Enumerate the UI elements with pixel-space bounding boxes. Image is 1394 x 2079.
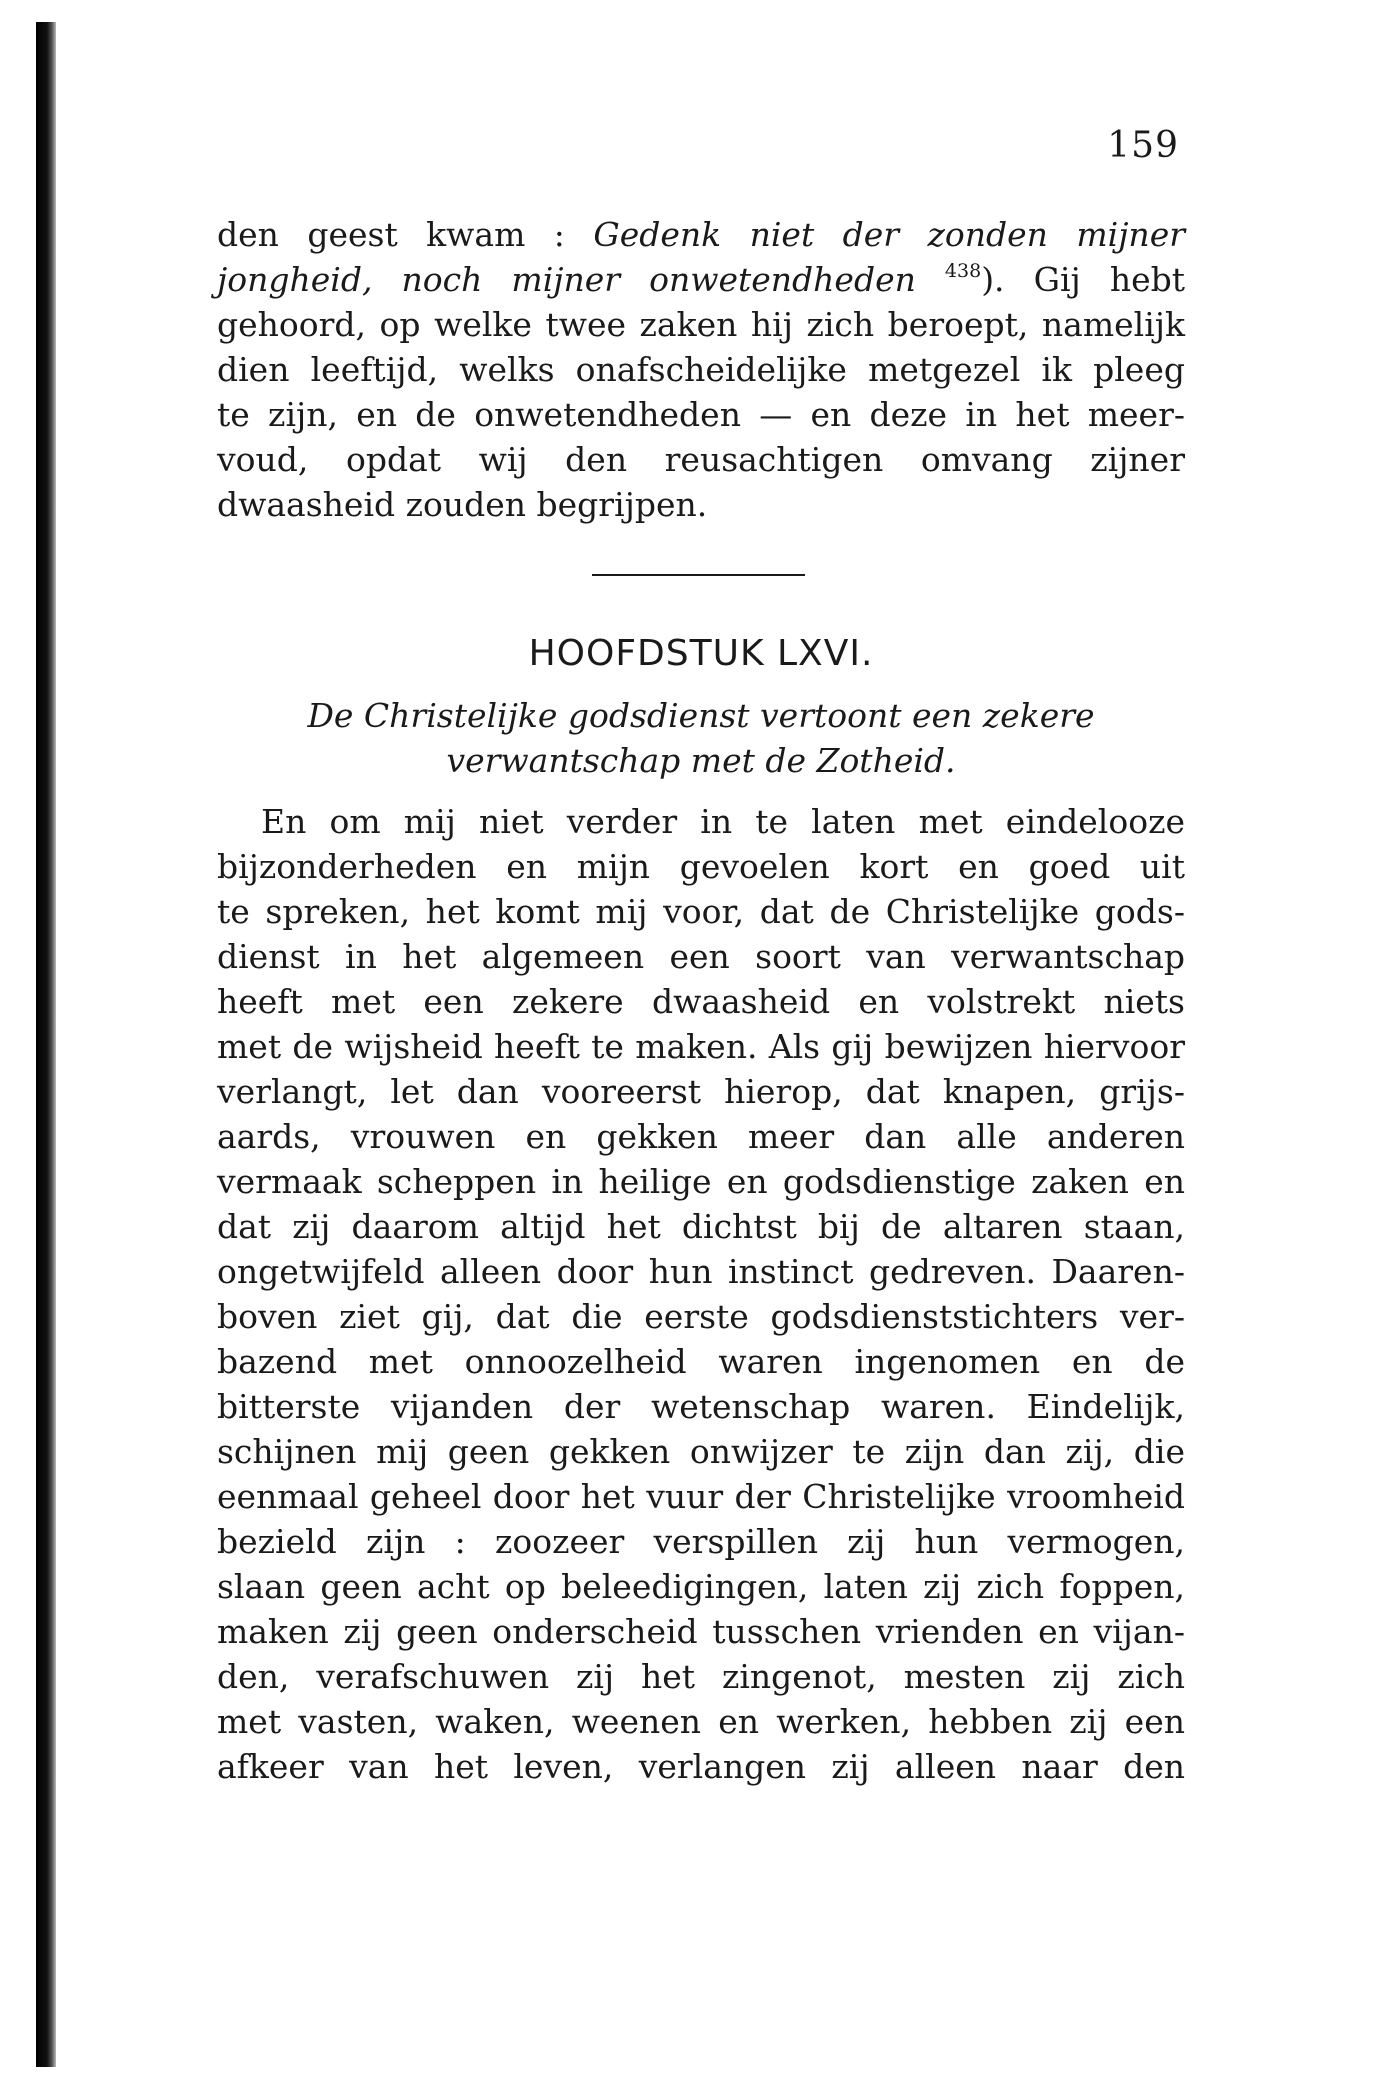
paragraph-line: En om mij niet verder in te laten met eindelooze bbox=[261, 802, 1185, 841]
paragraph-line: schijnen mij geen gekken onwijzer te zijn dan zij, die bbox=[217, 1432, 1185, 1471]
chapter-subtitle-line: verwantschap met de Zotheid. bbox=[446, 741, 956, 780]
paragraph-line: verlangt, let dan vooreerst hierop, dat knapen, grijs- bbox=[217, 1072, 1185, 1111]
paragraph-line: dwaasheid zouden begrijpen. bbox=[217, 485, 708, 524]
paragraph-line: aards, vrouwen en gekken meer dan alle anderen bbox=[217, 1117, 1185, 1156]
paragraph-line: bitterste vijanden der wetenschap waren. Eindelijk, bbox=[217, 1387, 1185, 1426]
chapter-subtitle-line: De Christelijke godsdienst vertoont een zekere bbox=[307, 696, 1095, 735]
text-run: den geest kwam : bbox=[217, 215, 594, 254]
page-number: 159 bbox=[1107, 125, 1179, 166]
footnote-reference[interactable]: 438 bbox=[944, 260, 982, 282]
paragraph-line: dien leeftijd, welks onafscheidelijke metgezel ik pleeg bbox=[217, 350, 1185, 389]
paragraph-line: te spreken, het komt mij voor, dat de Christelijke gods- bbox=[217, 892, 1185, 931]
paragraph-line: dat zij daarom altijd het dichtst bij de altaren staan, bbox=[217, 1207, 1185, 1246]
paragraph-line: voud, opdat wij den reusachtigen omvang zijner bbox=[217, 440, 1185, 479]
paragraph-line: dienst in het algemeen een soort van verwantschap bbox=[217, 937, 1185, 976]
paragraph-line: maken zij geen onderscheid tusschen vrienden en vijan- bbox=[217, 1612, 1185, 1651]
book-binding-edge bbox=[36, 22, 56, 2067]
paragraph-line: bijzonderheden en mijn gevoelen kort en goed uit bbox=[217, 847, 1185, 886]
paragraph-line: ongetwijfeld alleen door hun instinct gedreven. Daaren- bbox=[217, 1252, 1185, 1291]
quotation-italic: jongheid, noch mijner onwetendheden bbox=[217, 260, 945, 299]
paragraph-line: eenmaal geheel door het vuur der Christelijke vroomheid bbox=[217, 1477, 1185, 1516]
paragraph-line: slaan geen acht op beleedigingen, laten zij zich foppen, bbox=[217, 1567, 1185, 1606]
paragraph-line: bezield zijn : zoozeer verspillen zij hun vermogen, bbox=[217, 1522, 1185, 1561]
paragraph-line: den, verafschuwen zij het zingenot, mesten zij zich bbox=[217, 1657, 1185, 1696]
paragraph-line: gehoord, op welke twee zaken hij zich beroept, namelijk bbox=[217, 305, 1185, 344]
paragraph-line: vermaak scheppen in heilige en godsdienstige zaken en bbox=[217, 1162, 1185, 1201]
section-separator bbox=[592, 574, 805, 576]
chapter-heading: HOOFDSTUK LXVI. bbox=[528, 633, 874, 674]
paragraph-line bbox=[217, 212, 1185, 257]
text-run: ). Gij hebt bbox=[981, 260, 1185, 299]
paragraph-line bbox=[217, 257, 1185, 302]
paragraph-line: te zijn, en de onwetendheden — en deze in het meer- bbox=[217, 395, 1185, 434]
paragraph-line: afkeer van het leven, verlangen zij alleen naar den bbox=[217, 1747, 1185, 1786]
paragraph-line: met de wijsheid heeft te maken. Als gij bewijzen hiervoor bbox=[217, 1027, 1185, 1066]
paragraph-line: boven ziet gij, dat die eerste godsdienststichters ver- bbox=[217, 1297, 1185, 1336]
quotation-italic: Gedenk niet der zonden mijner bbox=[593, 215, 1185, 254]
paragraph-line: heeft met een zekere dwaasheid en volstrekt niets bbox=[217, 982, 1185, 1021]
paragraph-line: met vasten, waken, weenen en werken, hebben zij een bbox=[217, 1702, 1185, 1741]
paragraph-line: bazend met onnoozelheid waren ingenomen en de bbox=[217, 1342, 1185, 1381]
